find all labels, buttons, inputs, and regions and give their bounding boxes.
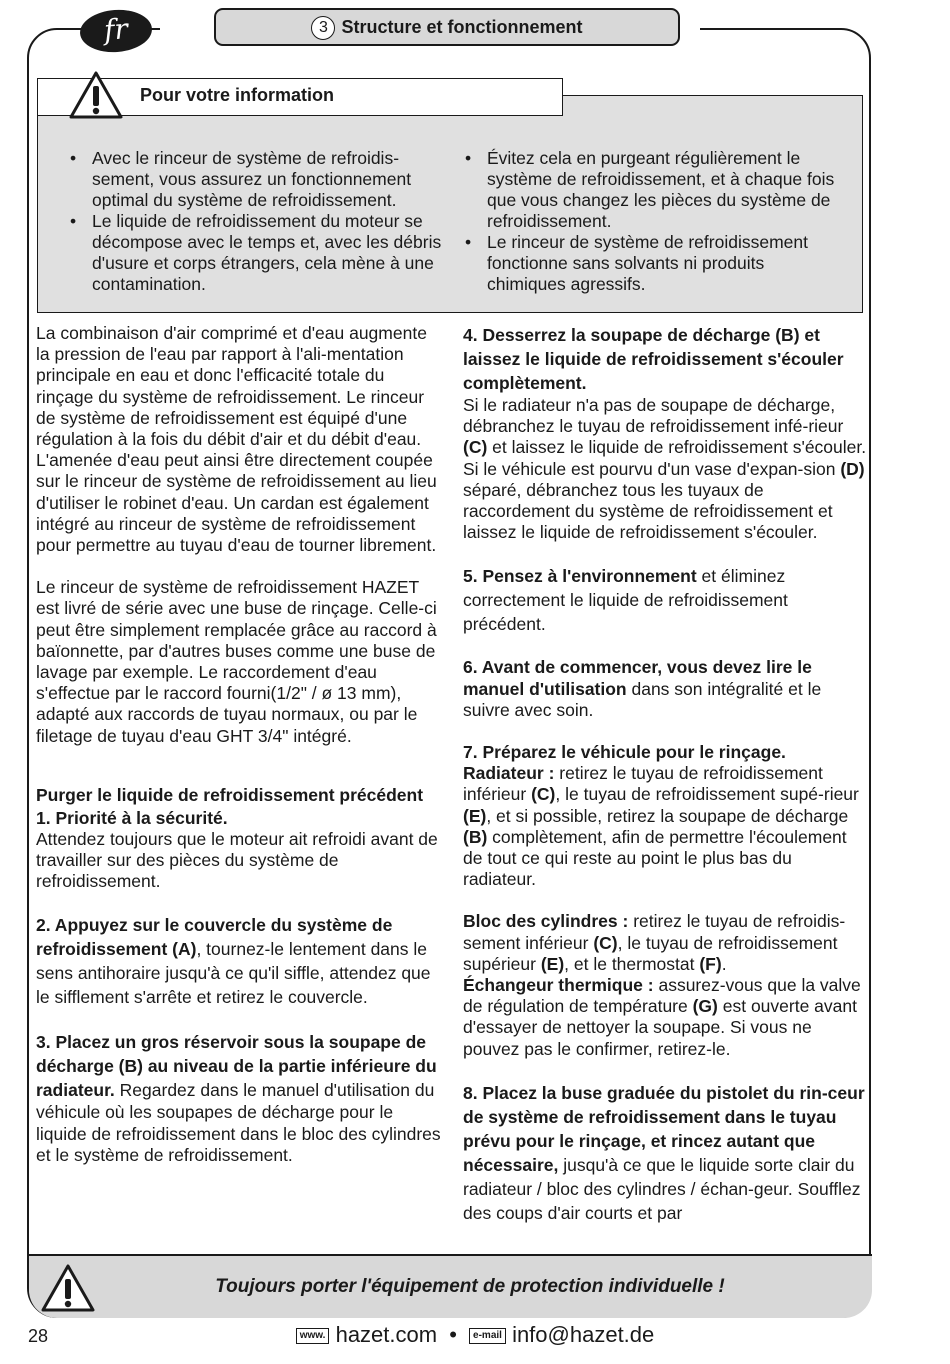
paragraph-intro: La combinaison d'air comprimé et d'eau augmente la pression de l'eau par rapport à l'ali-mentation principale en eau et donc l'efficacité totale du rinçage du système de refroidissement. Le rinceur de système de refroidissement est équipé d'une régulation à la fois du débit d'air et du débit d'eau. L'amenée d'eau peut ainsi être directement coupée sur le rinceur de système de refroidissement au lieu d'utiliser le robinet d'eau. Un cardan est également intégré au rinceur de système de refroidissement pour permettre au tuyau d'eau de tourner librement. <box>36 323 437 556</box>
language-badge: fr <box>79 8 154 55</box>
cylinder-text: , le tuyau de refroidissement supérieur <box>463 932 838 974</box>
step-1 <box>36 783 441 893</box>
info-title: Pour votre information <box>140 85 335 105</box>
step-8-text: jusqu'à ce que le liquide sorte clair du radiateur / bloc des cylindres / échan-geur. Soufflez des coups d'air courts et par <box>463 1154 861 1223</box>
step-7-cylinders <box>463 911 868 1059</box>
step-7 <box>463 742 868 890</box>
heat-exchanger-label: Échangeur thermique : <box>463 975 654 996</box>
step-1-text: Attendez toujours que le moteur ait refroidi avant de travailler sur des pièces du système de refroidissement. <box>36 828 438 892</box>
step-3 <box>36 1030 441 1166</box>
step-4 <box>463 323 868 543</box>
info-item: • Le liquide de refroidissement du moteur se décompose avec le temps et, avec les débris d'usure et corps étrangers, cela mène à une contamination. <box>92 211 445 295</box>
step-7-heading: 7. Préparez le véhicule pour le rinçage. <box>463 742 786 763</box>
step-4-text: et laissez le liquide de refroidissement s'écouler. <box>487 437 867 458</box>
heat-exchanger-text: assurez-vous que la valve de régulation de température <box>463 975 861 1017</box>
section-title-text: Structure et fonctionnement <box>341 17 583 37</box>
ref-e: (E) <box>463 805 487 826</box>
section-title <box>214 8 680 46</box>
step-6-heading: 6. Avant de commencer, vous devez lire le manuel d'utilisation <box>463 657 812 699</box>
heat-exchanger-text: est ouverte avant d'essayer de nettoyer la soupape. Si vous ne pouvez pas le confirmer, retirez-le. <box>463 996 857 1059</box>
footer-bullet: • <box>449 1322 457 1347</box>
ref-f: (F) <box>699 953 722 974</box>
warning-triangle-icon <box>40 1263 96 1313</box>
step-4-heading: 4. Desserrez la soupape de décharge (B) et laissez le liquide de refroidissement s'écouler complètement. <box>463 325 844 393</box>
info-right-column <box>465 148 840 295</box>
ref-c: (C) <box>593 932 618 953</box>
email-link[interactable]: info@hazet.de <box>512 1322 655 1347</box>
website-link[interactable]: hazet.com <box>335 1322 438 1347</box>
radiator-text: , le tuyau de refroidissement supé-rieur <box>555 784 859 805</box>
warning-triangle-icon <box>68 70 124 120</box>
info-item: • Évitez cela en purgeant régulièrement le système de refroidissement, et à chaque fois que vous changez les pièces du système de refroidissement. <box>487 148 840 232</box>
step-3-text: Regardez dans le manuel d'utilisation du véhicule où les soupapes de décharge pour le liquide de refroidissement dans le bloc des cylindres et le système de refroidissement. <box>36 1080 441 1165</box>
radiator-label: Radiateur : <box>463 763 555 784</box>
email-tag: e-mail <box>469 1328 506 1344</box>
info-left-column <box>70 148 445 295</box>
right-text-column <box>463 323 868 1246</box>
step-6 <box>463 657 868 721</box>
footer <box>0 1322 950 1348</box>
left-text-column <box>36 323 441 1187</box>
step-5 <box>463 564 868 636</box>
info-item: • Le rinceur de système de refroidissement fonctionne sans solvants ni produits chimiques agressifs. <box>487 232 840 295</box>
step-4-text: Si le véhicule est pourvu d'un vase d'expan-sion <box>463 458 841 479</box>
paragraph-nozzle: Le rinceur de système de refroidissement HAZET est livré de série avec une buse de rinçage. Celle-ci peut être simplement remplacée grâce au raccord à baïonnette, par d'autres buses comme une buse de lavage par exemple. Le raccordement d'eau s'effectue par le raccord fourni(1/2" / ø 13 mm), adapté aux raccords de tuyau normaux, ou par le filetage de tuyau d'eau GHT 3/4" intégré. <box>36 577 437 746</box>
step-2-heading: 2. Appuyez sur le couvercle du système de refroidissement (A) <box>36 915 393 960</box>
cylinder-block-label: Bloc des cylindres : <box>463 911 629 932</box>
step-4-text: séparé, débranchez tous les tuyaux de raccordement du système de refroidissement et laissez le liquide de refroidissement s'écouler. <box>463 479 833 543</box>
ref-g: (G) <box>692 996 718 1017</box>
ref-b: (B) <box>463 826 488 847</box>
ref-d: (D) <box>840 458 865 479</box>
cylinder-text: retirez le tuyau de refroidis-sement inférieur <box>463 911 846 953</box>
ref-c: (C) <box>531 784 556 805</box>
ref-c: (C) <box>463 437 488 458</box>
step-8 <box>463 1081 868 1225</box>
safety-banner-text: Toujours porter l'équipement de protection individuelle ! <box>215 1276 725 1297</box>
cylinder-text: . <box>721 953 727 974</box>
step-1-heading: 1. Priorité à la sécurité. <box>36 807 228 828</box>
cylinder-text: , et le thermostat <box>564 953 700 974</box>
step-2 <box>36 913 441 1009</box>
step-5-heading: 5. Pensez à l'environnement <box>463 566 697 587</box>
purge-heading: Purger le liquide de refroidissement précédent <box>36 784 424 805</box>
step-8-heading: 8. Placez la buse graduée du pistolet du rin-ceur de système de refroidissement dans le tuyau prévu pour le rinçage, et rincez autant que nécessaire, <box>463 1082 865 1175</box>
step-5-text: et éliminez correctement le liquide de refroidissement précédent. <box>463 566 788 635</box>
section-number: 3 <box>311 16 335 40</box>
step-2-text: , tournez-le lentement dans le sens antihoraire jusqu'à ce qu'il siffle, attendez que le sifflement s'arrête et retirez le couvercle. <box>36 939 431 1008</box>
radiator-text: retirez le tuyau de refroidissement inférieur <box>463 763 823 805</box>
page-number: 28 <box>28 1326 49 1346</box>
www-tag: www. <box>296 1328 330 1344</box>
ref-e: (E) <box>540 953 565 974</box>
step-6-text: dans son intégralité et le suivre avec soin. <box>463 678 822 720</box>
info-item: • Avec le rinceur de système de refroidis-sement, vous assurez un fonctionnement optimal du système de refroidissement. <box>92 148 445 211</box>
step-3-heading: 3. Placez un gros réservoir sous la soupape de décharge (B) au niveau de la partie inférieure du radiateur. <box>36 1032 437 1101</box>
radiator-text: , et si possible, retirez la soupape de décharge <box>486 805 849 826</box>
radiator-text: complètement, afin de permettre l'écoulement de tout ce qui reste au point le plus bas du radiateur. <box>463 826 847 890</box>
step-4-text: Si le radiateur n'a pas de soupape de décharge, débranchez le tuyau de refroidissement infé-rieur <box>463 395 844 437</box>
